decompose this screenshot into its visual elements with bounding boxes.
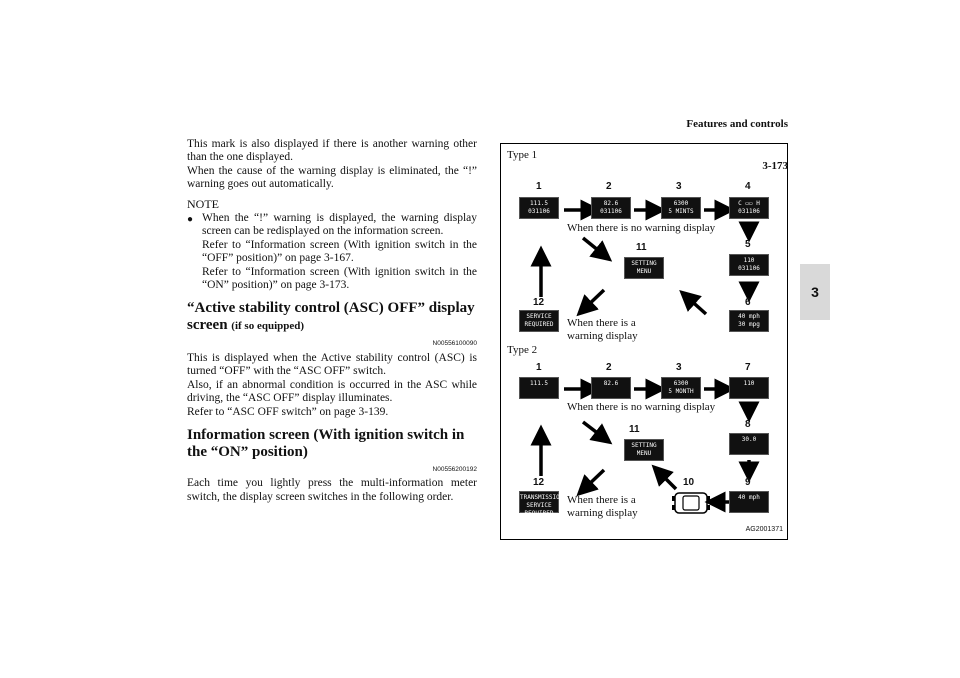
step-number: 7 xyxy=(745,362,751,373)
arrow-to-12 xyxy=(584,290,604,309)
note-label: NOTE xyxy=(187,196,219,211)
step-number: 1 xyxy=(536,362,542,373)
step-number: 10 xyxy=(683,477,695,488)
running-header: Features and controls xyxy=(686,118,788,130)
note-line: When the “!” warning is displayed, the warning display screen can be redisplayed on the information screen. xyxy=(202,212,477,238)
display-screen: 6300 5 MONTH xyxy=(661,377,701,399)
page-number: 3-173 xyxy=(762,160,788,172)
type1-label: Type 1 xyxy=(507,149,538,161)
arrow-2-to-12 xyxy=(584,470,604,489)
chapter-tab-number: 3 xyxy=(811,284,819,300)
section-heading-asc-suffix: (if so equipped) xyxy=(231,320,305,333)
arrow-to-11 xyxy=(583,238,604,255)
display-screen: 111.5 031106 xyxy=(519,197,559,219)
display-screen: 30.0 xyxy=(729,433,769,455)
note-body xyxy=(202,212,477,292)
display-screen: SETTING MENU xyxy=(624,439,664,461)
step-number: 11 xyxy=(629,424,640,435)
step-number: 3 xyxy=(676,181,682,192)
section-code-info: N00556200192 xyxy=(432,465,477,473)
figure-code: AG2001371 xyxy=(745,526,783,533)
display-sequence-figure xyxy=(500,143,788,540)
step-number: 4 xyxy=(745,181,751,192)
arrow-6-to-11 xyxy=(687,297,706,314)
vehicle-top-view-icon xyxy=(671,491,711,515)
asc-paragraph-3: Refer to “ASC OFF switch” on page 3-139. xyxy=(187,405,389,418)
display-screen: 110 xyxy=(729,377,769,399)
section-code-asc: N00556100090 xyxy=(432,340,477,348)
asc-paragraph-2: Also, if an abnormal condition is occurred in the ASC while driving, the “ASC OFF” display illuminates. xyxy=(187,378,477,405)
display-screen: 82.6 xyxy=(591,377,631,399)
chapter-tab xyxy=(800,264,830,320)
type2-label: Type 2 xyxy=(507,344,538,356)
warning-caption: When there is a warning display xyxy=(567,317,638,342)
section-heading-asc xyxy=(187,300,477,335)
no-warning-caption: When there is no warning display xyxy=(567,222,716,234)
note-line: Refer to “Information screen (With ignition switch in the “ON” position)” on page 3-173. xyxy=(202,265,477,292)
step-number: 2 xyxy=(606,181,612,192)
step-number: 11 xyxy=(636,242,647,253)
step-number: 9 xyxy=(745,477,751,488)
step-number: 3 xyxy=(676,362,682,373)
display-screen: SERVICE REQUIRED xyxy=(519,310,559,332)
arrow-2-10-to-11 xyxy=(659,472,676,489)
display-screen: 82.6 031106 xyxy=(591,197,631,219)
arrow-2-to-11 xyxy=(583,422,604,438)
intro-paragraph: This mark is also displayed if there is another warning other than the one displayed. xyxy=(187,138,477,164)
display-screen: 40 mph xyxy=(729,491,769,513)
display-screen: 40 mph 30 mpg xyxy=(729,310,769,332)
note-bullet xyxy=(187,212,477,292)
step-number: 12 xyxy=(533,477,545,488)
step-number: 6 xyxy=(745,297,751,308)
step-number: 2 xyxy=(606,362,612,373)
cause-paragraph: When the cause of the warning display is eliminated, the “!” warning goes out automatically. xyxy=(187,164,477,191)
display-screen: C ▭▭ H 031106 xyxy=(729,197,769,219)
asc-paragraph-1: This is displayed when the Active stability control (ASC) is turned “OFF” with the “ASC OFF” switch. xyxy=(187,351,477,378)
note-line: Refer to “Information screen (With ignition switch in the “OFF” position)” on page 3-167. xyxy=(202,238,477,265)
section-heading-info: Information screen (With ignition switch in the “ON” position) xyxy=(187,426,465,460)
display-screen: 110 031106 xyxy=(729,254,769,276)
step-number: 8 xyxy=(745,419,751,430)
left-column xyxy=(187,138,477,504)
display-screen: 6300 5 MINTS xyxy=(661,197,701,219)
bullet-icon: ● xyxy=(187,214,194,226)
no-warning-caption: When there is no warning display xyxy=(567,401,716,413)
display-screen: 111.5 xyxy=(519,377,559,399)
section-heading-asc-title: “Active stability control (ASC) OFF” display screen xyxy=(187,300,475,334)
step-number: 1 xyxy=(536,181,542,192)
step-number: 5 xyxy=(745,239,751,250)
display-screen: TRANSMISSION SERVICE REQUIRED xyxy=(519,491,559,513)
warning-caption: When there is a warning display xyxy=(567,494,638,519)
info-paragraph: Each time you lightly press the multi-information meter switch, the display screen switches in the following order. xyxy=(187,477,477,503)
display-screen: SETTING MENU xyxy=(624,257,664,279)
step-number: 12 xyxy=(533,297,545,308)
